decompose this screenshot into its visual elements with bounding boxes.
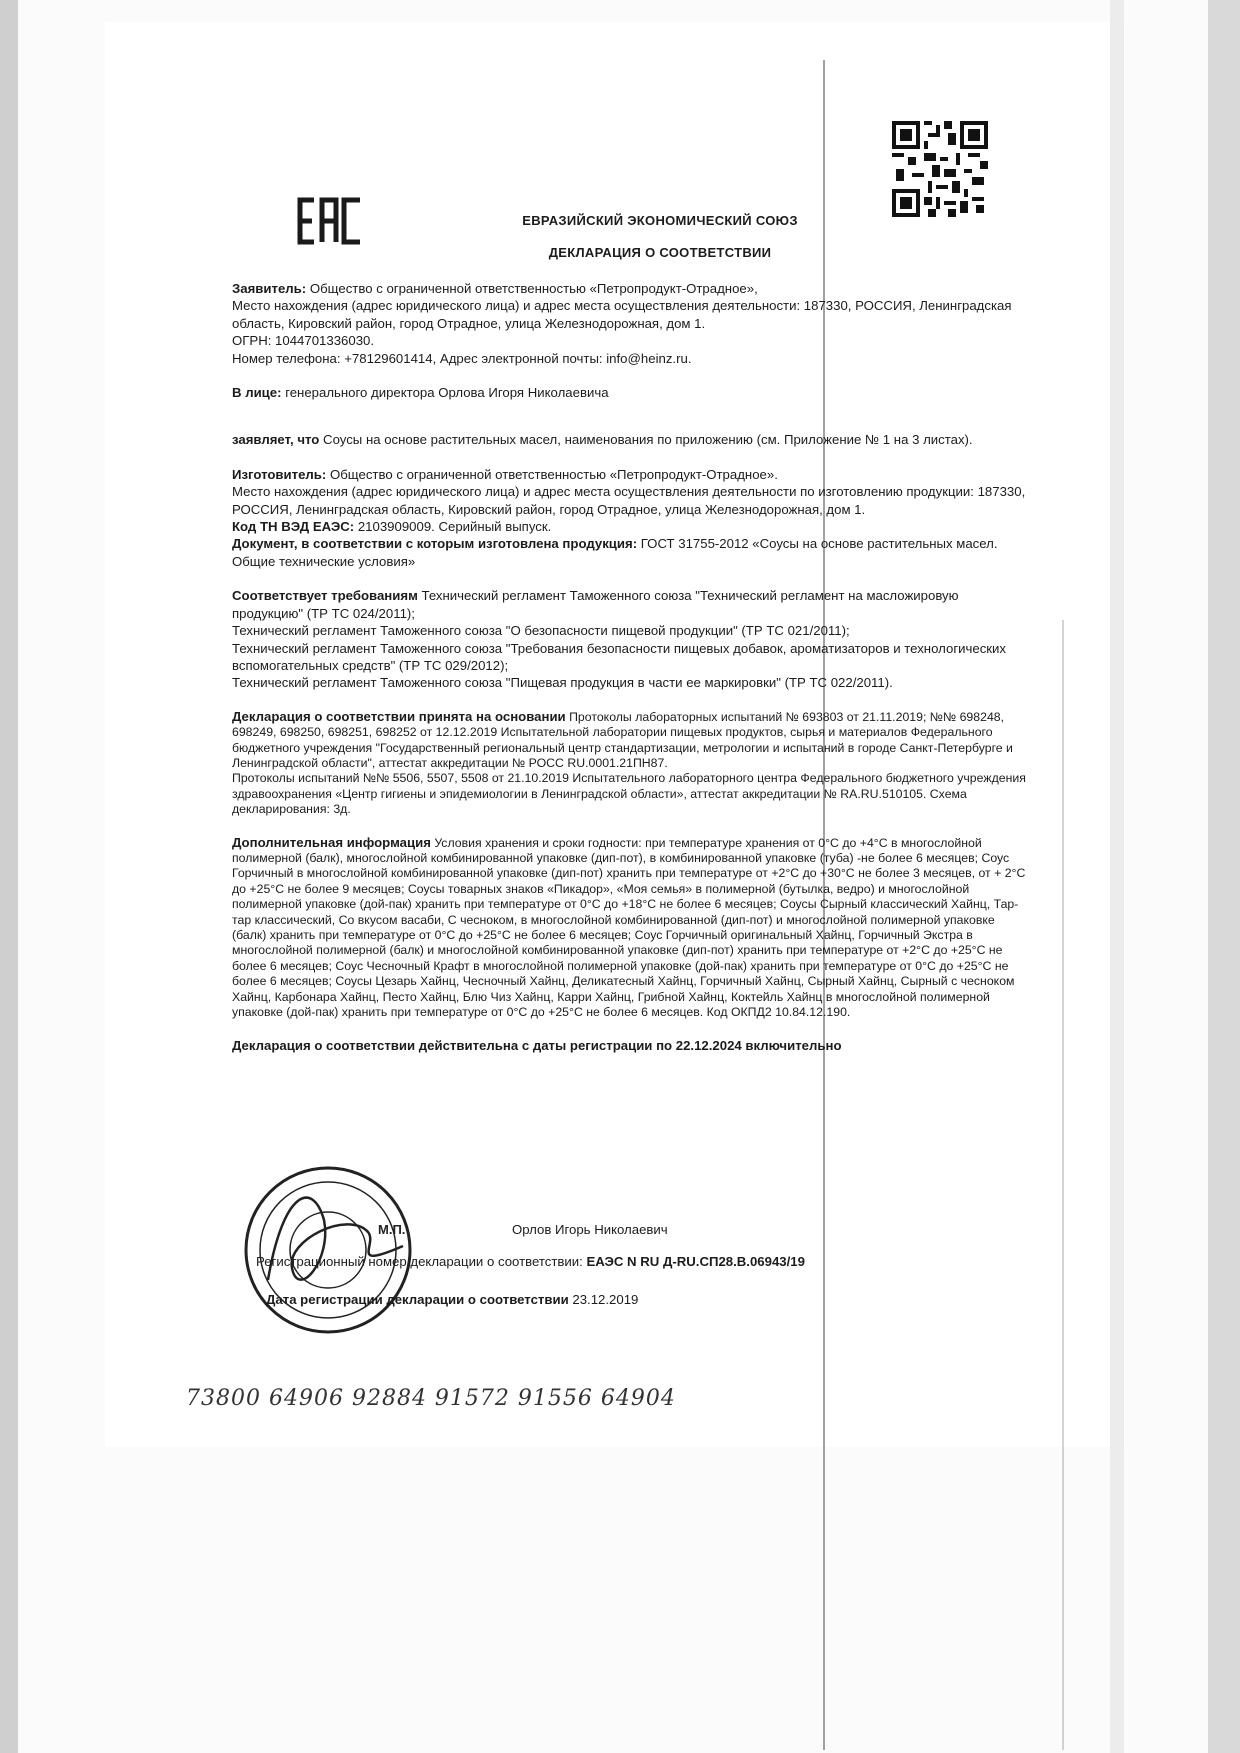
- spacer: [232, 449, 1032, 466]
- compliance-label: Соответствует требованиям: [232, 588, 418, 604]
- scan-edge-right: [1208, 0, 1240, 1753]
- manufacturer-block: [232, 466, 1032, 483]
- spacer: [232, 570, 1032, 587]
- compliance-block: [232, 587, 1032, 622]
- registration-number-line: [256, 1254, 805, 1269]
- declares-label: заявляет, что: [232, 432, 320, 448]
- eac-mark-icon: [296, 196, 364, 246]
- registration-number-label: Регистрационный номер декларации о соответствии:: [256, 1254, 583, 1269]
- spacer: [232, 692, 1032, 709]
- registration-number: ЕАЭС N RU Д-RU.СП28.В.06943/19: [586, 1254, 805, 1269]
- applicant-block: [232, 280, 1032, 297]
- regulation-item: Технический регламент Таможенного союза "Требования безопасности пищевых добавок, ароматизаторов и технологических вспомогательных средств" (ТР ТС 029/2012);: [232, 640, 1007, 673]
- company-seal-icon: [228, 1150, 458, 1350]
- applicant-address: Место нахождения (адрес юридического лица) и адрес места осуществления деятельности: 187330, РОССИЯ, Ленинградская область, Кировский район, город Отрадное, улица Железнодорожная, дом 1.: [232, 298, 1012, 331]
- scan-edge-left: [0, 0, 18, 1753]
- registration-date-line: [266, 1292, 638, 1307]
- signatory-name: Орлов Игорь Николаевич: [512, 1222, 668, 1237]
- scan-streak: [1062, 620, 1064, 1750]
- standard-text: ГОСТ 31755-2012 «Соусы на основе растительных масел. Общие технические условия»: [232, 536, 998, 569]
- spacer: [232, 367, 1032, 384]
- spacer: [232, 818, 1032, 835]
- validity-statement: Декларация о соответствии действительна с даты регистрации по 22.12.2024 включительно: [232, 1038, 842, 1054]
- additional-info-text: Условия хранения и сроки годности: при температуре хранения от 0°С до +4°С в многослойной полимерной (балк), многослойной комбинированной упаковке (дип-пот), в комбинированной упаковке (туба) -не более 6 месяцев; Соус Горчичный в многослойной комбинированной упаковке (дип-пот) хранить при температуре от +2°С до +30°С не более 3 месяцев, от + 2°С до +25°С не более 9 месяцев; Соусы товарных знаков «Пикадор», «Моя семья» в полимерной (бутылка, ведро) и многослойной полимерной упаковке (дой-пак) хранить при температуре от 0°С до +18°С не более 6 месяцев; Соусы Сырный классический Хайнц, Тар-тар классический, Со вкусом васаби, С чесноком, в многослойной комбинированной (дип-пот) и многослойной полимерной упаковке (балк) хранить при температуре от 0°С до +25°С не более 6 месяцев; Соус Горчичный оригинальный Хайнц, Горчичный Экстра в многослойной полимерной (балк) и многослойной комбинированной упаковке (дип-пот) хранить при температуре от +2°С до +25°С не более 6 месяцев; Соус Чесночный Крафт в многослойной полимерной упаковке (дой-пак) хранить при температуре от 0°С до +25°С не более 6 месяцев; Соусы Цезарь Хайнц, Чесночный Хайнц, Деликатесный Хайнц, Горчичный Хайнц, Сырный Хайнц, Сырный с чесноком Хайнц, Карбонара Хайнц, Песто Хайнц, Блю Чиз Хайнц, Карри Хайнц, Грибной Хайнц, Коктейль Хайнц в многослойной полимерной упаковке (дой-пак) хранить при температуре от 0°С до +25°С не более 6 месяцев. Код ОКПД2 10.84.12.190.: [232, 835, 1026, 1020]
- regulation-item: Технический регламент Таможенного союза "Технический регламент на масложировую продукцию" (ТР ТС 024/2011);: [232, 588, 959, 621]
- standard-label: Документ, в соответствии с которым изготовлена продукция:: [232, 536, 638, 552]
- spacer: [232, 1020, 1032, 1037]
- basis-block: [232, 709, 1032, 772]
- manufacturer-label: Изготовитель:: [232, 466, 327, 482]
- additional-info-label: Дополнительная информация: [232, 834, 431, 850]
- additional-info-block: [232, 835, 1032, 1021]
- applicant-label: Заявитель:: [232, 281, 307, 296]
- basis-text: Протоколы лабораторных испытаний № 693803 от 21.11.2019; №№ 698248, 698249, 698250, 698251, 698252 от 12.12.2019 Испытательной лаборатории пищевых продуктов, сырья и материалов Федерального бюджетного учреждения "Государственный региональный центр стандартизации, метрологии и испытаний в городе Санкт-Петербурге и Ленинградской области", аттестат аккредитации № РОСС RU.0001.21ПН87.: [232, 709, 1013, 770]
- qr-code-icon: [892, 120, 988, 218]
- regulation-item: Технический регламент Таможенного союза "Пищевая продукция в части ее маркировки" (ТР ТС 022/2011).: [232, 675, 893, 691]
- basis-label: Декларация о соответствии принята на основании: [232, 708, 566, 724]
- manufacturer-text: Общество с ограниченной ответственностью «Петропродукт-Отрадное».: [329, 466, 778, 482]
- basis-text-2: Протоколы испытаний №№ 5506, 5507, 5508 от 21.10.2019 Испытательного лабораторного центра Федерального бюджетного учреждения здравоохранения «Центр гигиены и эпидемиологии в Ленинградской области», аттестат аккредитации № RA.RU.510105. Схема декларирования: 3д.: [232, 771, 1026, 817]
- registration-date: 23.12.2019: [572, 1292, 639, 1307]
- document-title: ДЕКЛАРАЦИЯ О СООТВЕТСТВИИ: [548, 245, 772, 260]
- hs-code-label: Код ТН ВЭД ЕАЭС:: [232, 519, 355, 535]
- regulation-item: Технический регламент Таможенного союза "О безопасности пищевой продукции" (ТР ТС 021/2011);: [232, 623, 850, 639]
- hs-code-block: [232, 518, 1032, 535]
- stamp-mark: М.П.: [378, 1222, 406, 1237]
- hs-code-text: 2103909009. Серийный выпуск.: [357, 519, 552, 535]
- applicant-ogrn: ОГРН: 1044701336030.: [232, 333, 375, 349]
- registration-date-label: Дата регистрации декларации о соответствии: [266, 1292, 569, 1307]
- representative-text: генерального директора Орлова Игоря Николаевича: [285, 385, 609, 401]
- standard-block: [232, 535, 1032, 570]
- representative-label: В лице:: [232, 385, 282, 401]
- declaration-body: [232, 280, 1032, 1055]
- union-name: ЕВРАЗИЙСКИЙ ЭКОНОМИЧЕСКИЙ СОЮЗ: [522, 213, 798, 228]
- declares-block: [232, 431, 1032, 448]
- declares-text: Соусы на основе растительных масел, наименования по приложению (см. Приложение № 1 на 3 листах).: [323, 432, 973, 448]
- spacer: [232, 401, 1032, 431]
- applicant-contacts: Номер телефона: +78129601414, Адрес электронной почты: info@heinz.ru.: [232, 350, 692, 366]
- manufacturer-address: Место нахождения (адрес юридического лица) и адрес места осуществления деятельности по изготовлению продукции: 187330, РОССИЯ, Ленинградская область, Кировский район, город Отрадное, улица Железнодорожная, дом 1.: [232, 484, 1026, 517]
- representative-block: [232, 384, 1032, 401]
- scan-band-right: [1110, 0, 1124, 1753]
- handwritten-note: 73800 64906 92884 91572 91556 64904: [186, 1386, 676, 1411]
- applicant-text: Общество с ограниченной ответственностью «Петропродукт-Отрадное»,: [309, 281, 758, 296]
